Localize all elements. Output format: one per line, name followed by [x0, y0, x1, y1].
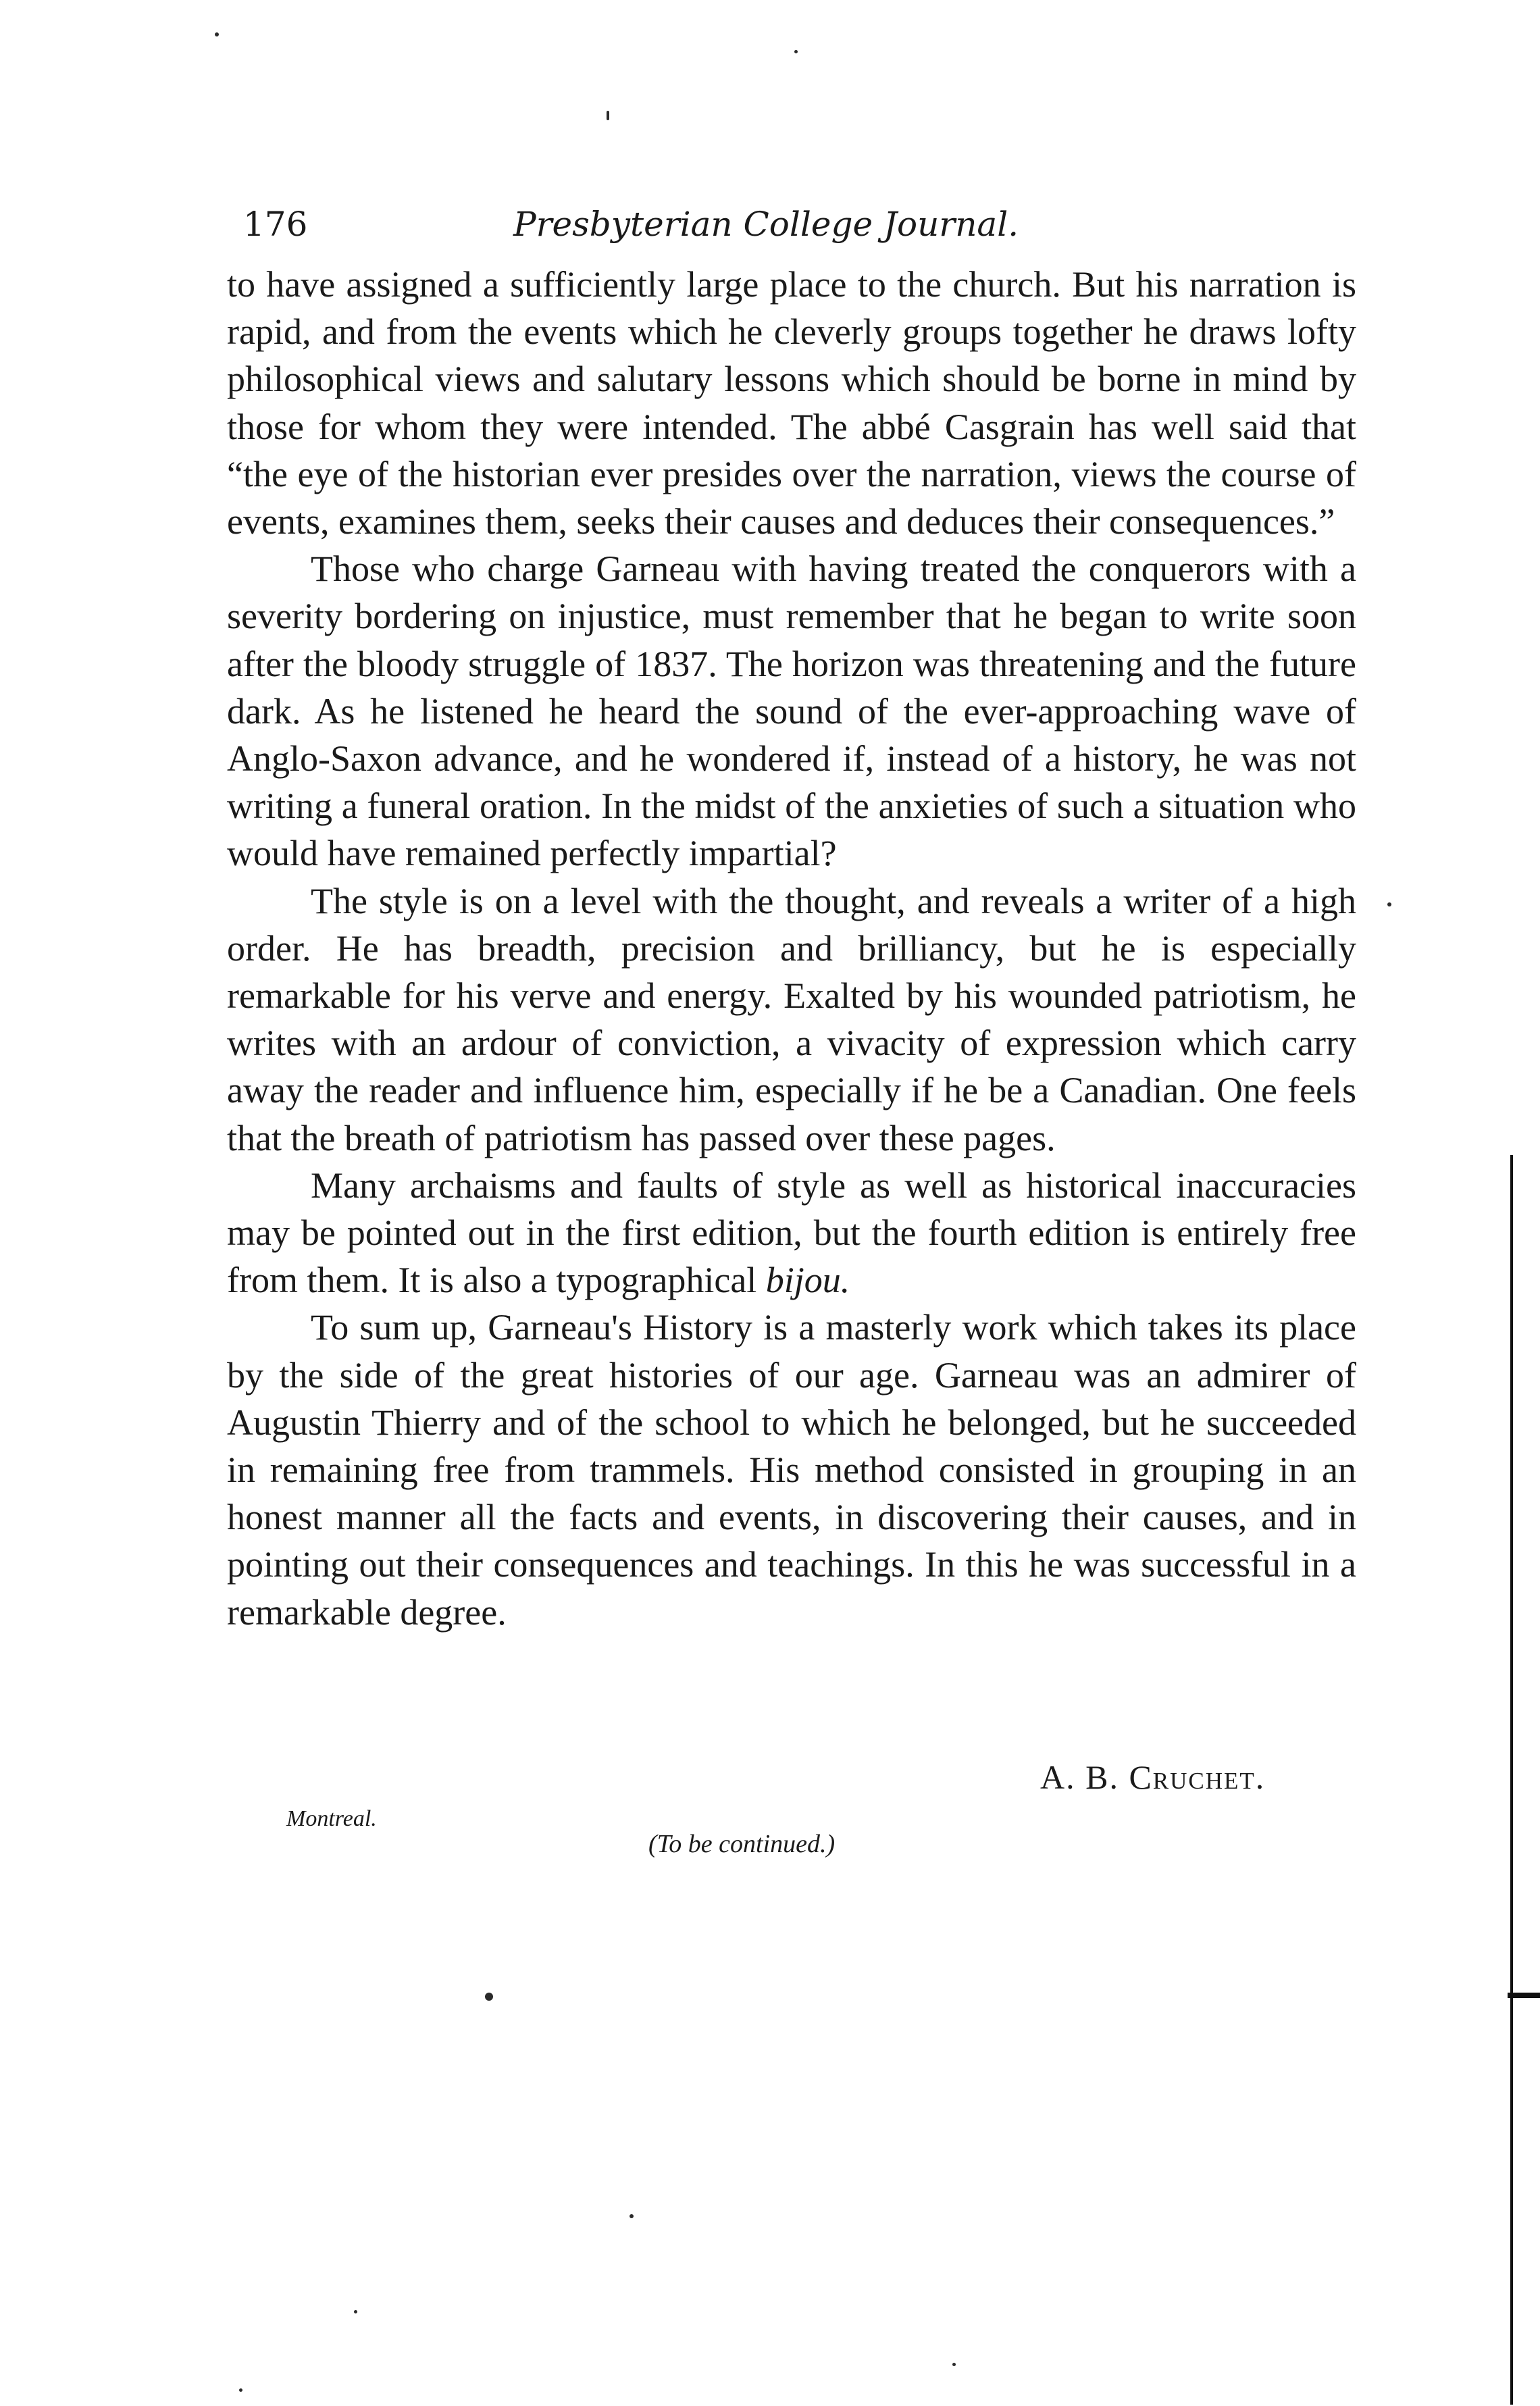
- paragraph-5: To sum up, Garneau's History is a masterly work which takes its place by the side of the great histories of our age. Garneau was an admirer of Augustin Thierry and of the school to which he belonged, but he succeeded in remaining free from trammels. His method consisted in grouping in an honest manner all the facts and events, in discovering their causes, and in pointing out their consequences and teachings. In this he was successful in a remarkable degree.: [227, 1307, 1356, 1633]
- paragraph-3: The style is on a level with the thought, and reveals a writer of a high order. He has breadth, precision and brilliancy, but he is especially remarkable for his verve and energy. Exalted by his wounded patriotism, he writes with an ardour of conviction, a vivacity of expression which carry away the reader and influence him, especially if he be a Canadian. One feels that the breath of patriotism has passed over these pages.: [227, 880, 1356, 1158]
- scan-speck: [794, 50, 798, 53]
- scan-speck: [215, 32, 219, 36]
- scan-speck: [630, 2214, 634, 2218]
- page-header: [243, 197, 1351, 251]
- author-signature: A. B. Cruchet.: [1040, 1758, 1266, 1796]
- article-body: [227, 261, 1356, 1636]
- place-line: Montreal.: [286, 1806, 377, 1831]
- scan-speck: [485, 1993, 493, 2001]
- running-head: Presbyterian College Journal.: [513, 205, 1019, 244]
- paragraph-2: Those who charge Garneau with having treated the conquerors with a severity bordering on injustice, must remember that he began to write soon after the bloody struggle of 1837. The horizon was threatening and the future dark. As he listened he heard the sound of the ever-approaching wave of Anglo-Saxon advance, and he wondered if, instead of a history, he was not writing a funeral oration. In the midst of the anxieties of such a situation who would have remained perfectly impartial?: [227, 548, 1356, 874]
- page-number: 176: [243, 205, 308, 244]
- scan-speck: [952, 2363, 956, 2366]
- paragraph-4-italic: bijou.: [765, 1260, 850, 1301]
- paragraph-4: [227, 1162, 1356, 1304]
- paragraph-1: to have assigned a sufficiently large place to the church. But his narration is rapid, and from the events which he cleverly groups together he draws lofty philosophical views and salutary lessons which should be borne in mind by those for whom they were intended. The abbé Casgrain has well said that “the eye of the historian ever presides over the narration, views the course of events, examines them, seeks their causes and deduces their consequences.”: [227, 264, 1356, 542]
- scan-speck: [239, 2388, 242, 2392]
- page-edge-line: [1508, 1993, 1540, 1998]
- paragraph-4-text: Many archaisms and faults of style as well as historical inaccuracies may be pointed out in the first edition, but the fourth edition is entirely free from them. It is also a typographical: [227, 1164, 1356, 1301]
- scan-speck: [354, 2310, 357, 2313]
- continued-note: (To be continued.): [648, 1830, 836, 1858]
- page-edge-line: [1510, 1155, 1513, 2405]
- scan-speck: [607, 111, 609, 120]
- scan-speck: [1387, 902, 1391, 906]
